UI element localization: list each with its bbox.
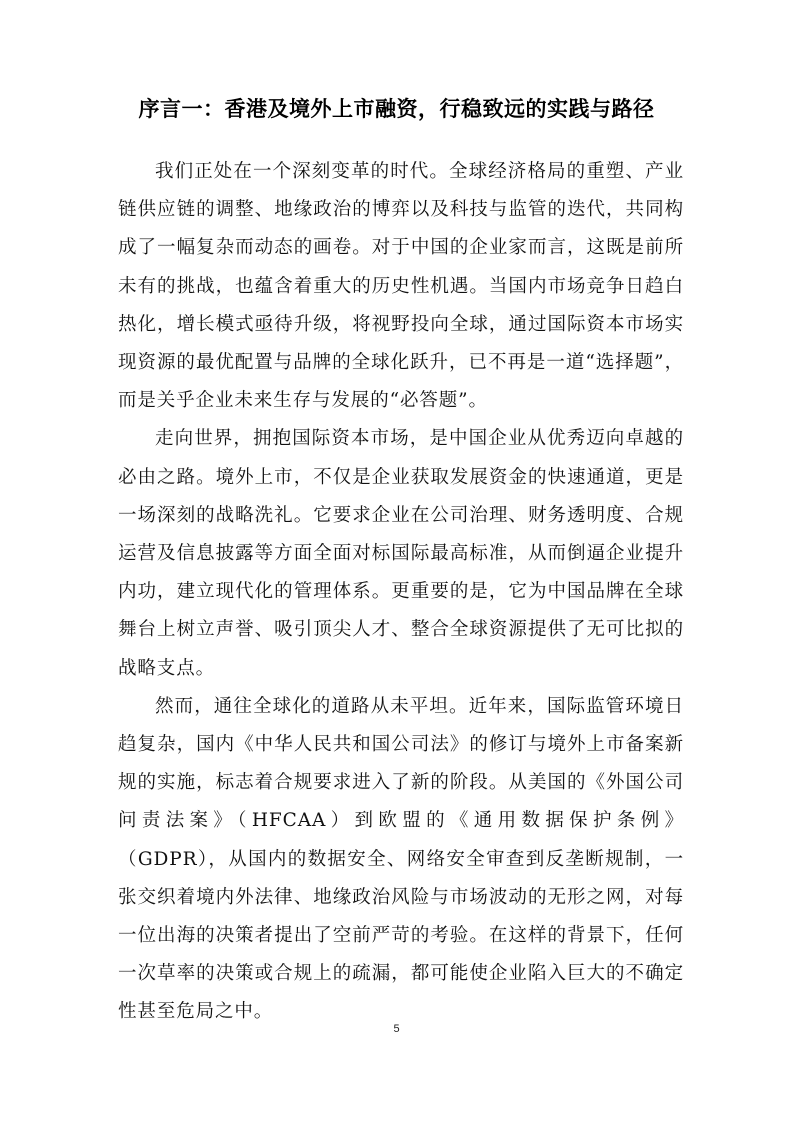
paragraph-1: 我们正处在一个深刻变革的时代。全球经济格局的重塑、产业链供应链的调整、地缘政治的博弈以及科技与监管的迭代，共同构成了一幅复杂而动态的画卷。对于中国的企业家而言，这既是前所未有的挑战，也蕴含着重大的历史性机遇。当国内市场竞争日趋白热化，增长模式亟待升级，将视野投向全球，通过国际资本市场实现资源的最优配置与品牌的全球化跃升，已不再是一道“选择题”，而是关乎企业未来生存与发展的“必答题”。 [118,161,684,412]
paragraph-3: 然而，通往全球化的道路从未平坦。近年来，国际监管环境日趋复杂，国内《中华人民共和国公司法》的修订与境外上市备案新规的实施，标志着合规要求进入了新的阶段。从美国的《外国公司问责法案》（HFCAA）到欧盟的《通用数据保护条例》（GDPR），从国内的数据安全、网络安全审查到反垄断规制，一张交织着境内外法律、地缘政治风险与市场波动的无形之网，对每一位出海的决策者提出了空前严苛的考验。在这样的背景下，任何一次草率的决策或合规上的疏漏，都可能使企业陷入巨大的不确定性甚至危局之中。 [118,695,684,1023]
page-title: 序言一：香港及境外上市融资，行稳致远的实践与路径 [138,96,655,121]
body-text [118,153,684,1032]
paragraph-2: 走向世界，拥抱国际资本市场，是中国企业从优秀迈向卓越的必由之路。境外上市，不仅是企业获取发展资金的快速通道，更是一场深刻的战略洗礼。它要求企业在公司治理、财务透明度、合规运营及信息披露等方面全面对标国际最高标准，从而倒逼企业提升内功，建立现代化的管理体系。更重要的是，它为中国品牌在全球舞台上树立声誉、吸引顶尖人才、整合全球资源提供了无可比拟的战略支点。 [118,428,684,679]
page-number: 5 [393,1023,400,1035]
